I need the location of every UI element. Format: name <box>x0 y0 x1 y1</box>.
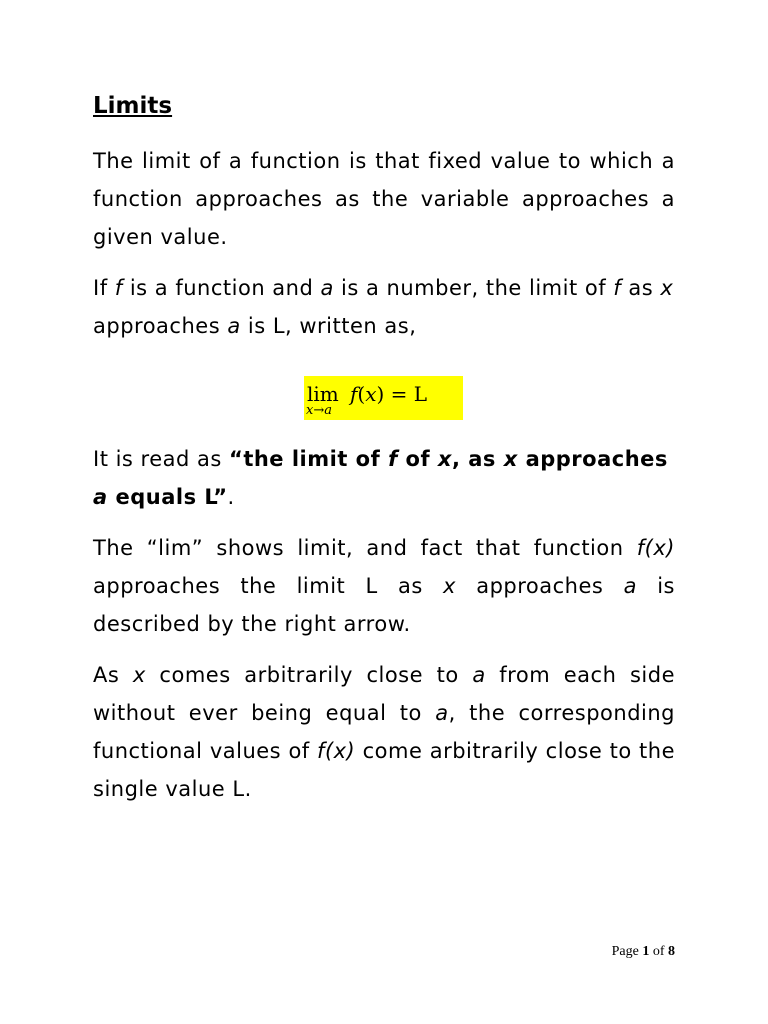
text-run: approaches <box>93 314 228 338</box>
page-title: Limits <box>93 93 173 119</box>
italic-f: f <box>388 447 398 471</box>
text-run: approaches <box>455 574 624 598</box>
text-run: of <box>397 447 438 471</box>
italic-x: x <box>503 447 518 471</box>
italic-x: x <box>437 447 452 471</box>
text-run: approaches <box>517 447 668 471</box>
text-run: If <box>93 276 115 300</box>
italic-x: x <box>132 663 146 687</box>
text-run: is a number, the limit of <box>333 276 614 300</box>
italic-a: a <box>93 485 108 509</box>
total-pages: 8 <box>668 944 675 959</box>
footer-text: Page <box>611 944 643 959</box>
italic-x: x <box>660 276 674 300</box>
current-page: 1 <box>642 944 650 959</box>
definition-paragraph: The limit of a function is that fixed value to which a function approaches as the variable approaches a given value. <box>93 149 675 249</box>
text-run: is a function and <box>122 276 321 300</box>
text-run: as <box>621 276 661 300</box>
italic-a: a <box>320 276 334 300</box>
footer-text: of <box>649 944 668 959</box>
italic-a: a <box>227 314 241 338</box>
text-run: The “lim” shows limit, and fact that function <box>93 536 637 560</box>
page-number <box>612 944 675 960</box>
limit-formula <box>304 376 463 420</box>
formula-expression: 𝑓(𝑥) = L <box>350 382 428 406</box>
text-run: is described by the right arrow. <box>93 574 675 636</box>
italic-a: a <box>435 701 449 725</box>
italic-a: a <box>623 574 637 598</box>
approach-paragraph <box>93 656 675 808</box>
text-run: equals L” <box>107 485 228 509</box>
text-run: . <box>227 485 235 509</box>
italic-fx: f(x) <box>317 739 356 763</box>
text-run: It is read as <box>93 447 230 471</box>
text-run: , as <box>451 447 504 471</box>
italic-f: f <box>114 276 123 300</box>
italic-f: f <box>613 276 622 300</box>
lim-explanation-paragraph <box>93 529 675 643</box>
text-run: from each side without ever being equal to <box>93 663 675 725</box>
text-run: comes arbitrarily close to <box>145 663 473 687</box>
formula-subscript: x→a <box>306 403 332 418</box>
text-run: approaches the limit L as <box>93 574 444 598</box>
notation-paragraph <box>93 269 675 345</box>
text-run: come arbitrarily close to the single value L. <box>93 739 675 801</box>
text-run: is L, written as, <box>240 314 417 338</box>
text-run: , the corresponding functional values of <box>93 701 675 763</box>
text-run: “the limit of <box>229 447 389 471</box>
italic-a: a <box>472 663 486 687</box>
formula-lim: lim <box>307 382 339 406</box>
text-run: As <box>93 663 133 687</box>
reading-paragraph <box>93 440 675 516</box>
italic-fx: f(x) <box>636 536 675 560</box>
italic-x: x <box>443 574 456 598</box>
